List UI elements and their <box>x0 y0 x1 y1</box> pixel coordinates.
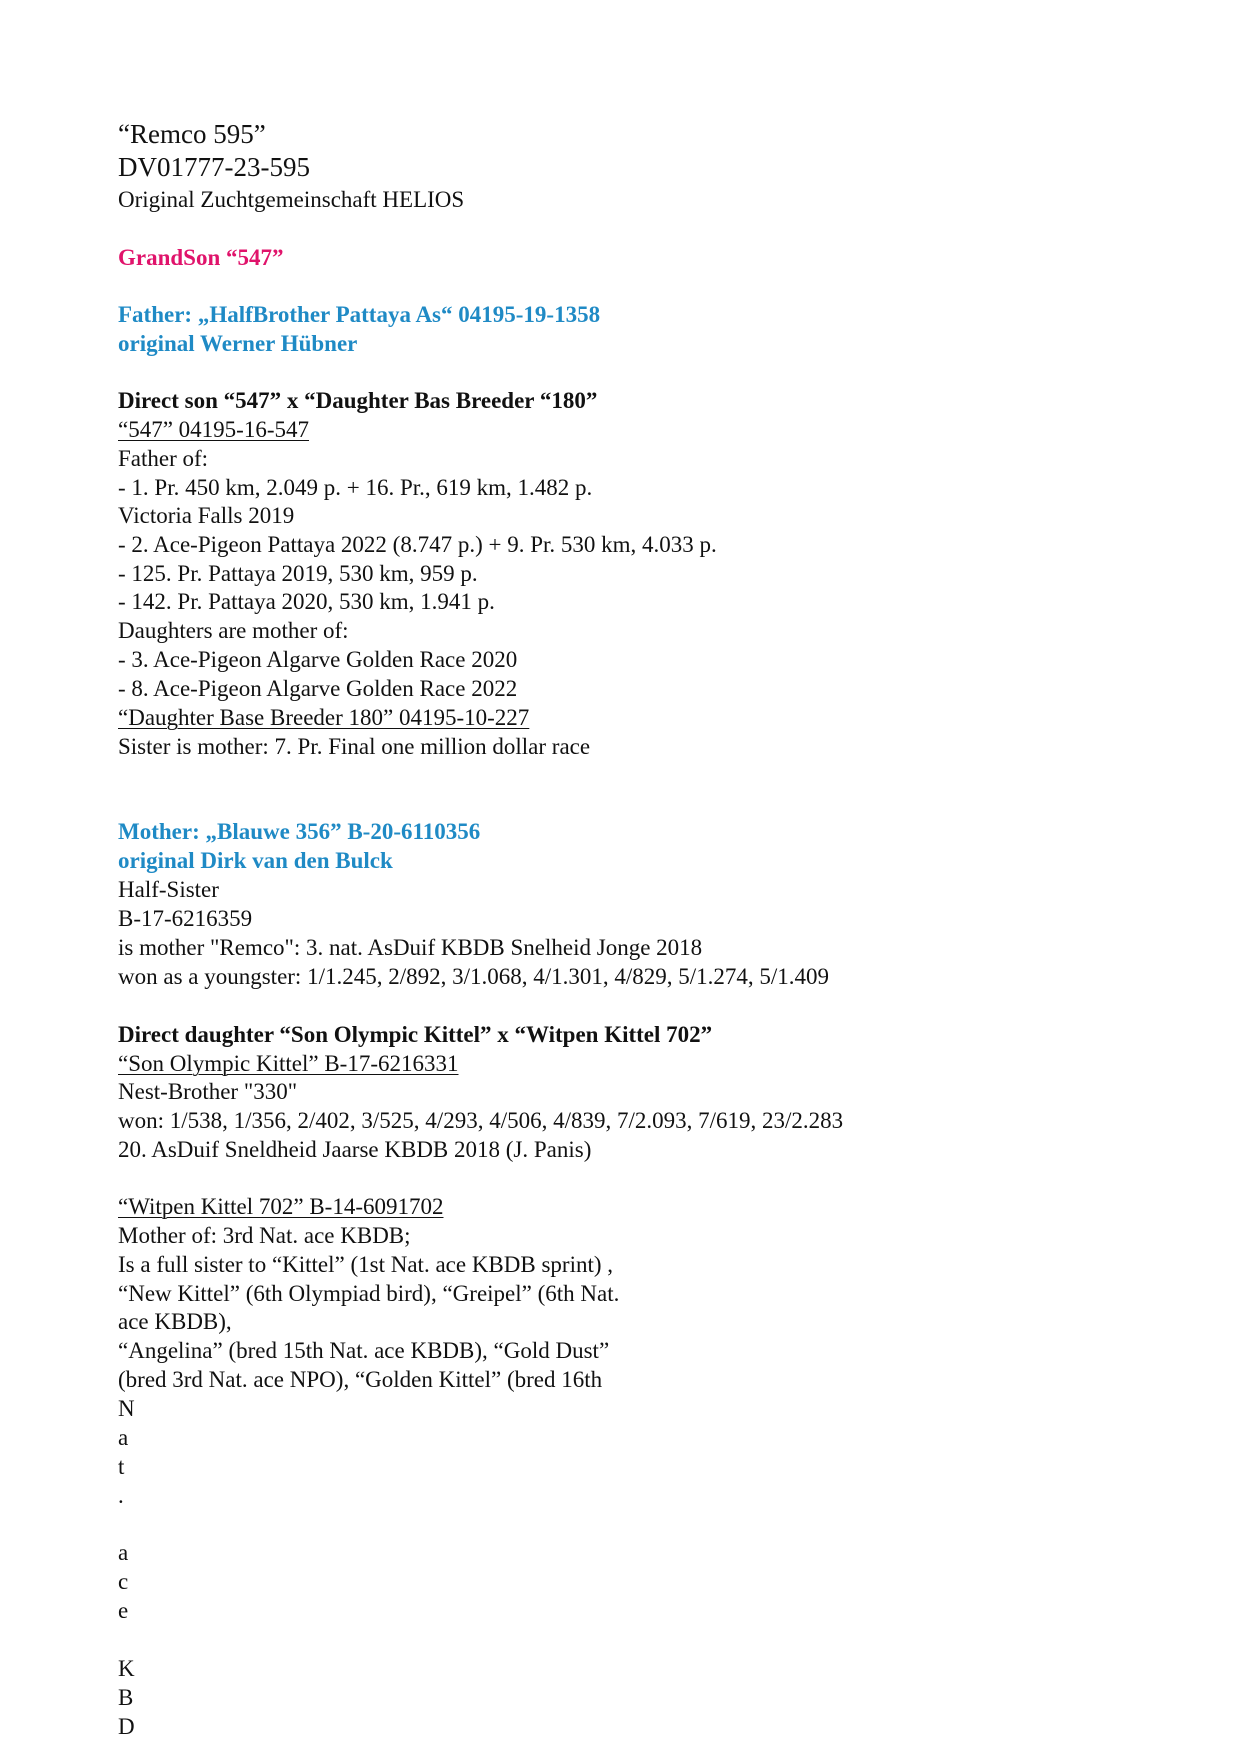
father-line: Father of: <box>118 446 209 471</box>
mother-dam-line: “New Kittel” (6th Olympiad bird), “Greipel” (6th Nat. <box>118 1281 620 1306</box>
pigeon-name: “Remco 595” <box>118 119 266 149</box>
mother-dam-name: “Witpen Kittel 702” B-14-6091702 <box>118 1194 444 1219</box>
origin-line: Original Zuchtgemeinschaft HELIOS <box>118 187 465 212</box>
father-line: - 3. Ace-Pigeon Algarve Golden Race 2020 <box>118 647 518 672</box>
mother-heading: Mother: „Blauwe 356” B-20-6110356 <box>118 819 481 844</box>
father-line: - 142. Pr. Pattaya 2020, 530 km, 1.941 p. <box>118 589 495 614</box>
mother-dam-line: N <box>118 1396 135 1421</box>
father-line: Victoria Falls 2019 <box>118 503 295 528</box>
mother-line: is mother "Remco": 3. nat. AsDuif KBDB Snelheid Jonge 2018 <box>118 935 703 960</box>
mother-cross: Direct daughter “Son Olympic Kittel” x “Witpen Kittel 702” <box>118 1022 713 1047</box>
mother-dam-line: . <box>118 1483 124 1508</box>
mother-sire-line: Nest-Brother "330" <box>118 1079 298 1104</box>
father-line: - 125. Pr. Pattaya 2019, 530 km, 959 p. <box>118 561 478 586</box>
mother-original: original Dirk van den Bulck <box>118 848 393 873</box>
mother-dam-line: K <box>118 1656 135 1681</box>
mother-dam-line: (bred 3rd Nat. ace NPO), “Golden Kittel” (bred 16th <box>118 1367 603 1392</box>
mother-dam-line: Mother of: 3rd Nat. ace KBDB; <box>118 1223 411 1248</box>
mother-sire-line: won: 1/538, 1/356, 2/402, 3/525, 4/293, 4/506, 4/839, 7/2.093, 7/619, 23/2.283 <box>118 1108 844 1133</box>
father-original: original Werner Hübner <box>118 331 358 356</box>
mother-dam-line: D <box>118 1714 135 1739</box>
mother-line: Half-Sister <box>118 877 219 902</box>
mother-sire-name: “Son Olympic Kittel” B-17-6216331 <box>118 1051 459 1076</box>
father-line: - 1. Pr. 450 km, 2.049 p. + 16. Pr., 619 km, 1.482 p. <box>118 475 593 500</box>
ring-number: DV01777-23-595 <box>118 152 310 182</box>
father-dam-note: Sister is mother: 7. Pr. Final one million dollar race <box>118 734 591 759</box>
father-cross: Direct son “547” x “Daughter Bas Breeder “180” <box>118 388 598 413</box>
father-dam-name: “Daughter Base Breeder 180” 04195-10-227 <box>118 705 530 730</box>
father-heading: Father: „HalfBrother Pattaya As“ 04195-19-1358 <box>118 302 601 327</box>
mother-dam-line: a <box>118 1540 129 1565</box>
father-line: Daughters are mother of: <box>118 618 349 643</box>
mother-line: won as a youngster: 1/1.245, 2/892, 3/1.068, 4/1.301, 4/829, 5/1.274, 5/1.409 <box>118 964 830 989</box>
mother-sire-line: 20. AsDuif Sneldheid Jaarse KBDB 2018 (J. Panis) <box>118 1137 592 1162</box>
mother-dam-line: “Angelina” (bred 15th Nat. ace KBDB), “Gold Dust” <box>118 1338 610 1363</box>
father-line: - 8. Ace-Pigeon Algarve Golden Race 2022 <box>118 676 518 701</box>
mother-dam-line: e <box>118 1598 129 1623</box>
mother-line: B-17-6216359 <box>118 906 253 931</box>
grandson-heading: GrandSon “547” <box>118 245 284 270</box>
mother-dam-line: ace KBDB), <box>118 1309 232 1334</box>
mother-dam-line: B <box>118 1685 134 1710</box>
father-line: - 2. Ace-Pigeon Pattaya 2022 (8.747 p.) + 9. Pr. 530 km, 4.033 p. <box>118 532 717 557</box>
mother-dam-line: t <box>118 1454 125 1479</box>
mother-dam-line: Is a full sister to “Kittel” (1st Nat. ace KBDB sprint) , <box>118 1252 614 1277</box>
father-sire-name: “547” 04195-16-547 <box>118 417 309 442</box>
mother-dam-line: a <box>118 1425 129 1450</box>
mother-dam-line: c <box>118 1569 129 1594</box>
